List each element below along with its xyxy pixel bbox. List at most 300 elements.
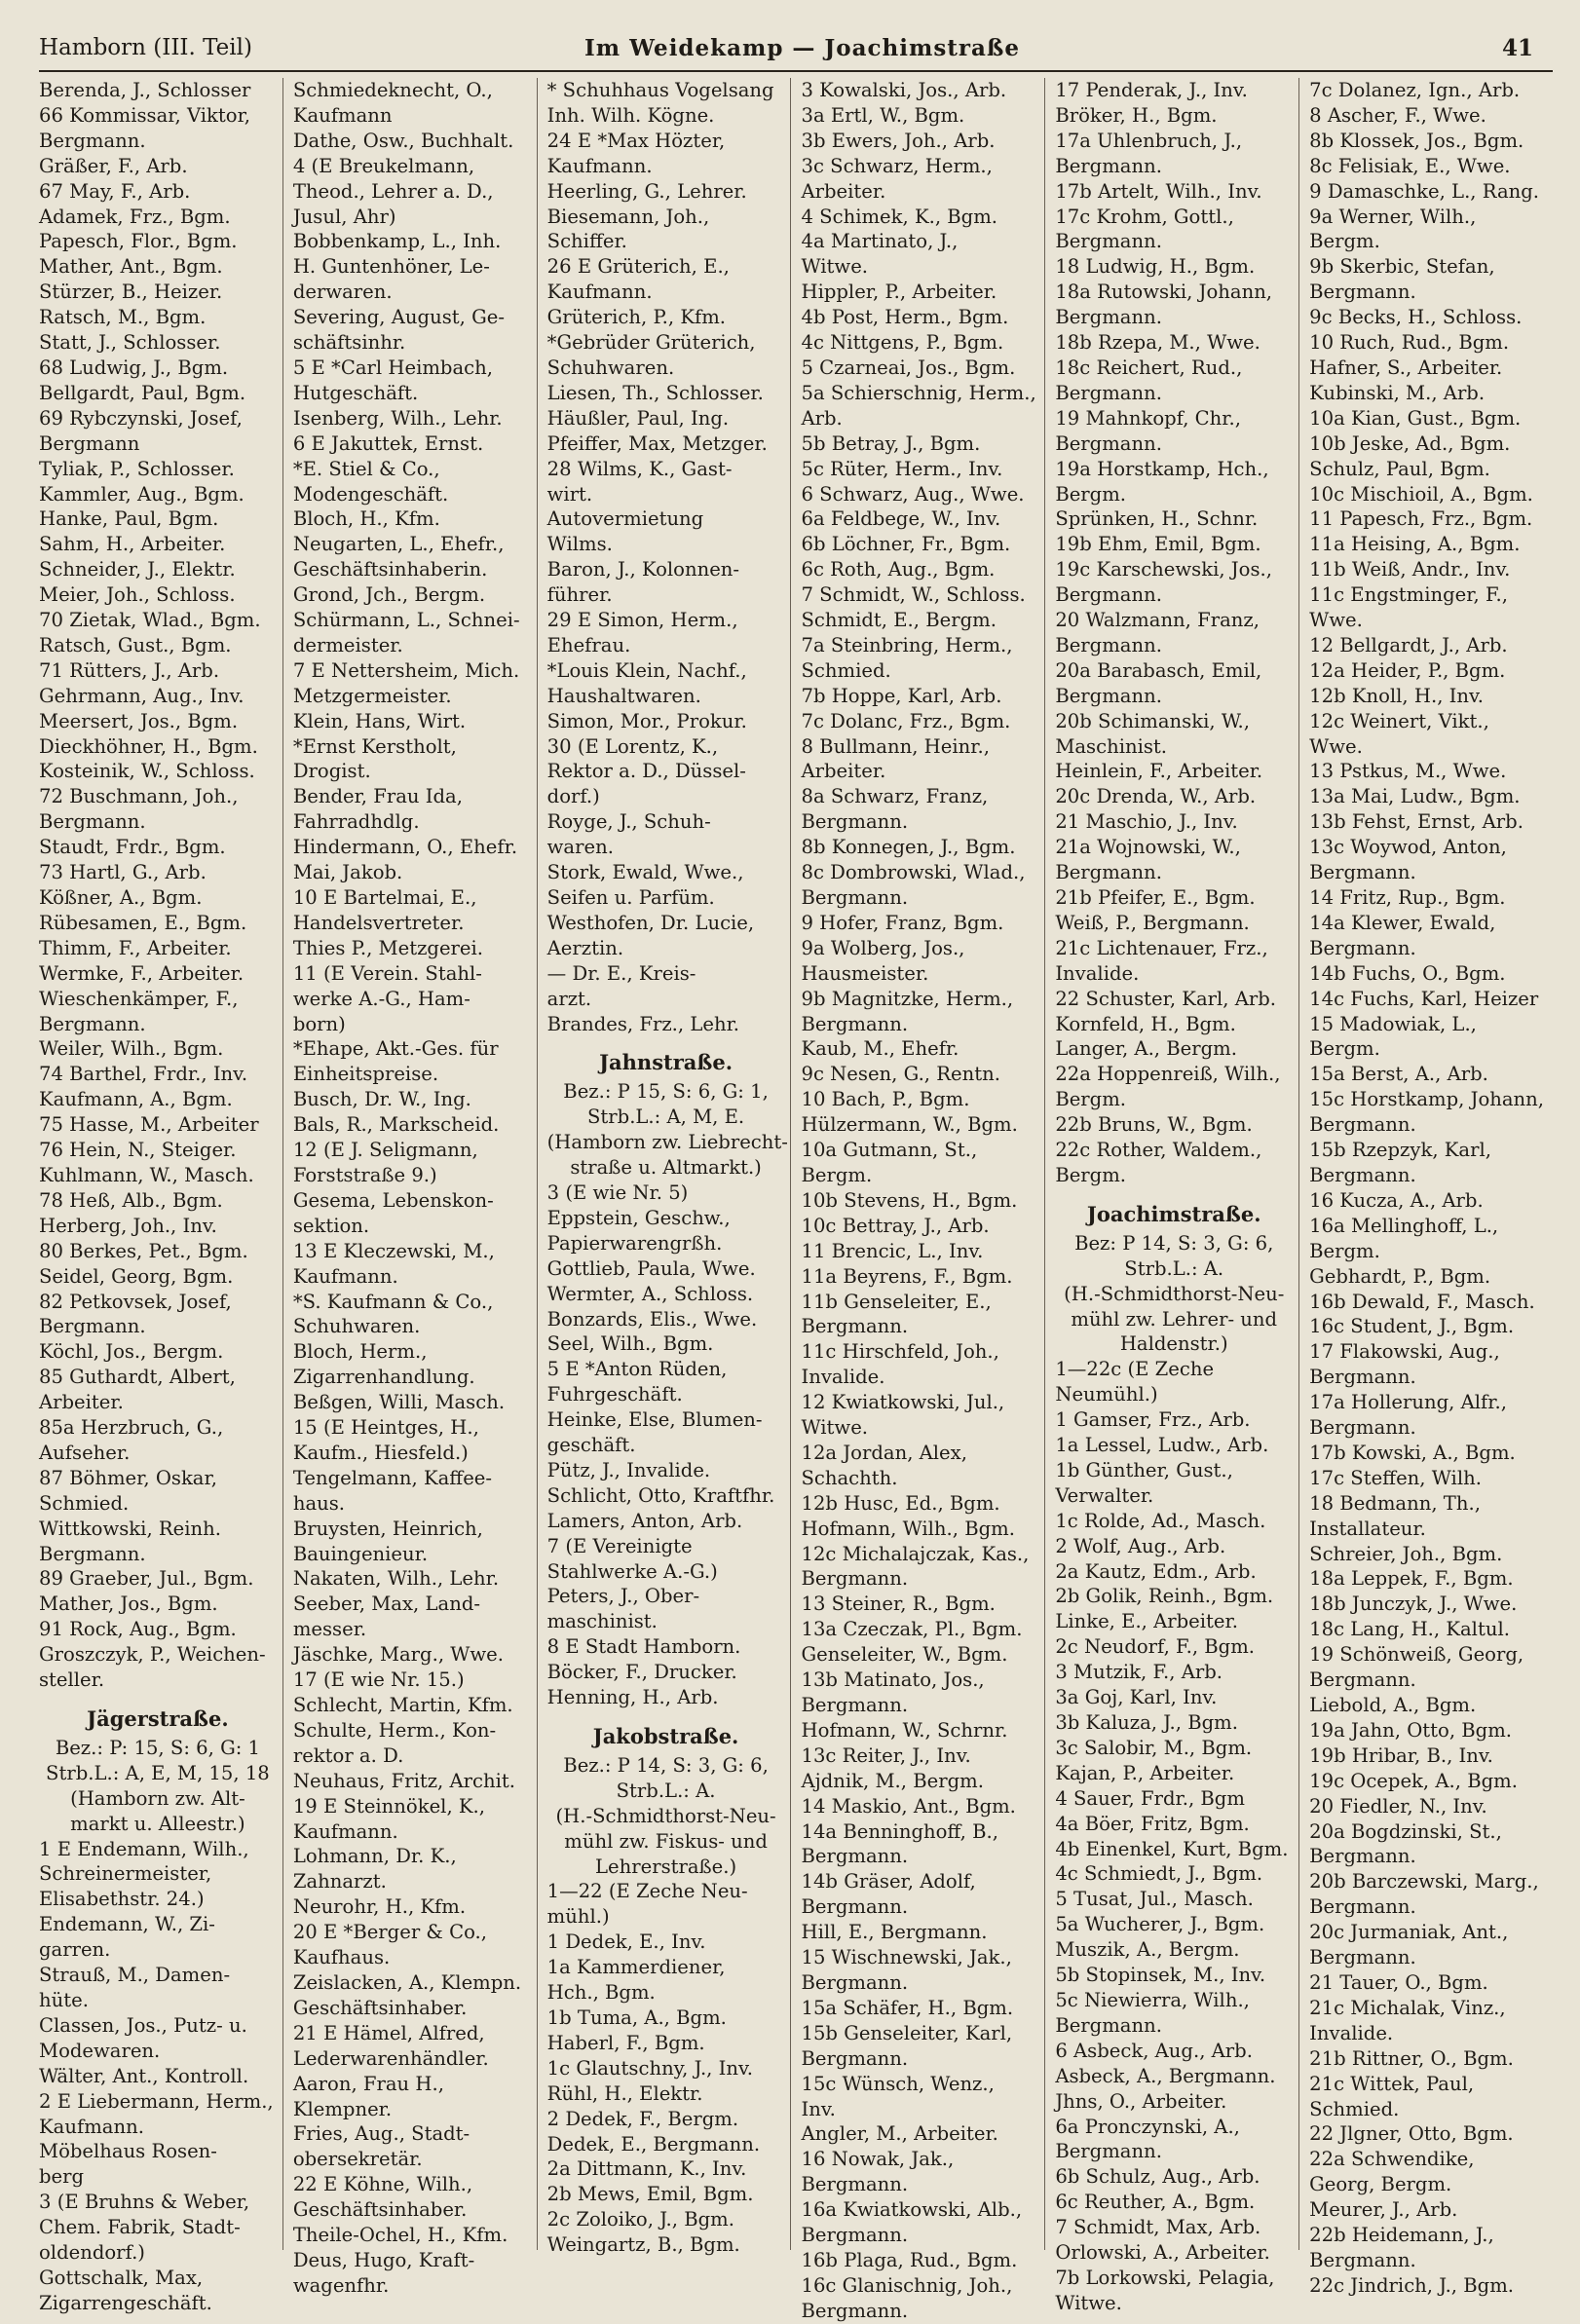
entry-line: 1b Tuma, A., Bgm. xyxy=(546,2005,727,2029)
entry-line: Berenda, J., Schlosser xyxy=(39,79,251,101)
entry-line: *E. Stiel & Co., xyxy=(292,457,440,480)
entry-line: Zeislacken, A., Klempn. xyxy=(292,1970,522,1994)
entry-line: 18b Junczyk, J., Wwe. xyxy=(1309,1593,1518,1616)
entry-line: Drogist. xyxy=(292,760,371,783)
entry-line: 17 Penderak, J., Inv. xyxy=(1055,79,1248,101)
entry-line: 19c Ocepek, A., Bgm. xyxy=(1309,1769,1518,1792)
entry-line: 18 Bedmann, Th., xyxy=(1309,1491,1481,1515)
entry-line: *S. Kaufmann & Co., xyxy=(292,1290,494,1313)
entry-line: berg xyxy=(39,2165,85,2189)
street-info: (H.-Schmidthorst-Neu- xyxy=(555,1804,776,1827)
entry-line: Verwalter. xyxy=(1055,1483,1154,1507)
entry-line: Bergmann. xyxy=(1309,1163,1416,1186)
entry-line: Zahnarzt. xyxy=(292,1870,387,1893)
entry-line: Bergm. xyxy=(1055,482,1127,506)
entry-line: 4c Schmiedt, J., Bgm. xyxy=(1055,1862,1263,1886)
page-header xyxy=(39,31,1553,72)
entry-line: Schneider, J., Elektr. xyxy=(39,558,236,581)
entry-line: 3b Kaluza, J., Bgm. xyxy=(1055,1711,1238,1734)
entry-line: 85 Guthardt, Albert, xyxy=(39,1366,236,1389)
entry-line: 16 Nowak, Jak., xyxy=(801,2148,955,2171)
entry-line: Kaufmann. xyxy=(39,2115,144,2138)
entry-line: 11 (E Verein. Stahl- xyxy=(292,961,482,985)
entry-line: Wwe. xyxy=(1309,734,1363,758)
entry-line: 20b Schimanski, W., xyxy=(1055,709,1250,732)
entry-line: born) xyxy=(292,1012,346,1035)
entry-line: 11c Hirschfeld, Joh., xyxy=(801,1340,999,1364)
entry-line: Hch., Bgm. xyxy=(546,1981,656,2005)
entry-line: 7 (E Vereinigte xyxy=(546,1534,693,1557)
entry-line: Theod., Lehrer a. D., xyxy=(292,179,494,203)
entry-line: 82 Petkovsek, Josef, xyxy=(39,1290,232,1313)
entry-line: Stürzer, B., Heizer. xyxy=(39,281,223,304)
entry-line: Wwe. xyxy=(1309,609,1363,632)
entry-line: 1a Kammerdiener, xyxy=(546,1956,726,1979)
entry-line: garren. xyxy=(39,1938,111,1962)
entry-line: Häußler, Paul, Ing. xyxy=(546,406,730,430)
entry-line: 12 Kwiatkowski, Jul., xyxy=(801,1391,1005,1414)
entry-line: Schmiedeknecht, O., xyxy=(292,79,493,101)
column-1 xyxy=(39,78,283,2314)
entry-line: 15 (E Heintges, H., xyxy=(292,1416,479,1440)
entry-line: Schürmann, L., Schnei- xyxy=(292,609,520,632)
entry-line: 3b Ewers, Joh., Arb. xyxy=(801,129,996,152)
street-info: Strb.L.: A. xyxy=(616,1779,716,1802)
entry-line: Schuhwaren. xyxy=(292,1315,421,1338)
entry-line: 12 Bellgardt, J., Arb. xyxy=(1309,633,1508,656)
entry-line: *Gebrüder Grüterich, xyxy=(546,331,756,355)
entry-line: 20a Barabasch, Emil, xyxy=(1055,658,1262,682)
entry-line: Invalide. xyxy=(801,1366,885,1389)
entry-line: Langer, A., Bergm. xyxy=(1055,1037,1237,1061)
entry-line: 11 Brencic, L., Inv. xyxy=(801,1239,984,1262)
entry-line: Hanke, Paul, Bgm. xyxy=(39,507,219,531)
street-info: Bez.: P: 15, S: 6, G: 1 xyxy=(55,1736,261,1759)
entry-line: Bergmann. xyxy=(801,1845,909,1868)
entry-line: Bergmann. xyxy=(1309,1113,1416,1137)
entry-line: Jusul, Ahr) xyxy=(292,205,396,228)
entry-line: führer. xyxy=(546,583,613,607)
entry-line: 4b Post, Herm., Bgm. xyxy=(801,306,1009,329)
entry-line: Hindermann, O., Ehefr. xyxy=(292,836,518,859)
entry-line: Grond, Jch., Bergm. xyxy=(292,583,486,607)
entry-line: rektor a. D. xyxy=(292,1743,404,1767)
entry-line: Heinlein, F., Arbeiter. xyxy=(1055,760,1263,783)
entry-line: 15a Schäfer, H., Bgm. xyxy=(801,1996,1014,2019)
entry-line: 26 E Grüterich, E., xyxy=(546,255,730,279)
entry-line: 22a Schwendike, xyxy=(1309,2148,1475,2171)
entry-line: Ehefrau. xyxy=(546,633,631,656)
entry-line: 11a Heising, A., Bgm. xyxy=(1309,533,1521,556)
entry-line: 3 (E wie Nr. 5) xyxy=(546,1181,689,1204)
column-5 xyxy=(1055,78,1299,2314)
entry-line: Einheitspreise. xyxy=(292,1063,439,1086)
entry-line: 2a Dittmann, K., Inv. xyxy=(546,2157,747,2181)
entry-line: 17c Steffen, Wilh. xyxy=(1309,1466,1482,1489)
column-4 xyxy=(801,78,1045,2322)
entry-line: 67 May, F., Arb. xyxy=(39,179,191,203)
entry-line: Bloch, H., Kfm. xyxy=(292,507,440,531)
entry-line: 2 Dedek, F., Bergm. xyxy=(546,2107,739,2130)
entry-line: Groszczyk, P., Weichen- xyxy=(39,1643,266,1667)
entry-line: Liebold, A., Bgm. xyxy=(1309,1694,1477,1716)
entry-line: 15 Madowiak, L., xyxy=(1309,1012,1477,1035)
entry-line: Fuhrgeschäft. xyxy=(546,1383,683,1406)
page-number: 41 xyxy=(1501,35,1533,61)
entry-line: 1—22 (E Zeche Neu- xyxy=(546,1880,748,1903)
entry-line: H. Guntenhöner, Le- xyxy=(292,255,490,279)
entry-line: 2a Kautz, Edm., Arb. xyxy=(1055,1559,1257,1583)
entry-line: 3a Goj, Karl, Inv. xyxy=(1055,1686,1218,1709)
entry-line: 5 Czarneai, Jos., Bgm. xyxy=(801,356,1016,379)
entry-line: 13c Woywod, Anton, xyxy=(1309,836,1507,859)
entry-line: 8a Schwarz, Franz, xyxy=(801,785,989,808)
entry-line: hüte. xyxy=(39,1988,89,2011)
entry-line: 20 Fiedler, N., Inv. xyxy=(1309,1794,1487,1818)
entry-line: 20b Barczewski, Marg., xyxy=(1309,1870,1539,1893)
entry-line: Geschäftsinhaber. xyxy=(292,2198,468,2222)
entry-line: Stork, Ewald, Wwe., xyxy=(546,861,744,884)
entry-line: 7c Dolanez, Ign., Arb. xyxy=(1309,79,1521,101)
entry-line: 10 Ruch, Rud., Bgm. xyxy=(1309,331,1510,355)
entry-line: 22b Heidemann, J., xyxy=(1309,2224,1494,2247)
entry-line: 66 Kommissar, Viktor, xyxy=(39,103,251,127)
entry-line: Bergm. xyxy=(1309,1239,1380,1262)
entry-line: Bergmann. xyxy=(39,1542,146,1565)
entry-line: Kößner, A., Bgm. xyxy=(39,886,203,909)
entry-line: Bergmann. xyxy=(1055,583,1162,607)
street-heading: Joachimstraße. xyxy=(1086,1201,1261,1226)
entry-line: derwaren. xyxy=(292,281,393,304)
entry-line: 11c Engstminger, F., xyxy=(1309,583,1508,607)
entry-line: 14a Klewer, Ewald, xyxy=(1309,911,1496,934)
entry-line: 18c Lang, H., Kaltul. xyxy=(1309,1618,1510,1641)
entry-line: Schreier, Joh., Bgm. xyxy=(1309,1542,1503,1565)
entry-line: Westhofen, Dr. Lucie, xyxy=(546,911,755,934)
entry-line: Haushaltwaren. xyxy=(546,684,701,707)
entry-line: Schmidt, E., Bergm. xyxy=(801,609,997,632)
entry-line: 6b Löchner, Fr., Bgm. xyxy=(801,533,1011,556)
entry-line: Bergmann. xyxy=(1309,1366,1416,1389)
entry-line: Maschinist. xyxy=(1055,734,1168,758)
entry-line: Bergmann. xyxy=(1309,2248,1416,2271)
entry-line: Fries, Aug., Stadt- xyxy=(292,2122,470,2146)
entry-line: Neumühl.) xyxy=(1055,1383,1158,1406)
entry-line: Gesema, Lebenskon- xyxy=(292,1188,494,1212)
entry-line: Kaufhaus. xyxy=(292,1946,391,1969)
entry-line: Bergmann. xyxy=(1055,431,1162,455)
entry-line: Hutgeschäft. xyxy=(292,381,419,404)
entry-line: 70 Zietak, Wlad., Bgm. xyxy=(39,609,261,632)
entry-line: 21c Wittek, Paul, xyxy=(1309,2072,1475,2095)
entry-line: Wittkowski, Reinh. xyxy=(39,1517,221,1540)
entry-line: 13 E Kleczewski, M., xyxy=(292,1239,495,1262)
entry-line: 4 Schimek, K., Bgm. xyxy=(801,205,998,228)
entry-line: 3 Mutzik, F., Arb. xyxy=(1055,1661,1223,1684)
entry-line: Ratsch, Gust., Bgm. xyxy=(39,633,232,656)
entry-line: Arb. xyxy=(801,406,843,430)
entry-line: Seidel, Georg, Bgm. xyxy=(39,1264,234,1288)
header-left: Hamborn (III. Teil) xyxy=(39,35,252,60)
entry-line: 1b Günther, Gust., xyxy=(1055,1458,1233,1481)
entry-line: 4a Böer, Fritz, Bgm. xyxy=(1055,1812,1250,1835)
entry-line: Bergmann. xyxy=(801,1567,909,1591)
entry-line: Bergmann. xyxy=(801,1895,909,1919)
entry-line: 9c Nesen, G., Rentn. xyxy=(801,1063,1000,1086)
entry-line: messer. xyxy=(292,1618,367,1641)
entry-line: Thimm, F., Arbeiter. xyxy=(39,936,232,959)
entry-line: 1c Glautschny, J., Inv. xyxy=(546,2056,753,2080)
entry-line: Bergmann xyxy=(39,431,140,455)
entry-line: 9 Damaschke, L., Rang. xyxy=(1309,179,1540,203)
entry-line: Classen, Jos., Putz- u. xyxy=(39,2013,247,2037)
entry-line: Böcker, F., Drucker. xyxy=(546,1661,737,1684)
entry-line: 3 (E Bruhns & Weber, xyxy=(39,2191,250,2214)
entry-line: Möbelhaus Rosen- xyxy=(39,2140,217,2163)
entry-line: Seifen u. Parfüm. xyxy=(546,886,715,909)
entry-line: 5c Niewierra, Wilh., xyxy=(1055,1988,1250,2011)
street-info: markt u. Alleestr.) xyxy=(70,1812,245,1835)
entry-line: 18a Leppek, F., Bgm. xyxy=(1309,1567,1514,1591)
entry-line: 1 Dedek, E., Inv. xyxy=(546,1930,706,1954)
entry-line: 69 Rybczynski, Josef, xyxy=(39,406,243,430)
entry-line: Severing, August, Ge- xyxy=(292,306,505,329)
entry-line: 22c Jindrich, J., Bgm. xyxy=(1309,2273,1515,2297)
entry-line: Bobbenkamp, L., Inh. xyxy=(292,230,502,253)
entry-line: Bergmann. xyxy=(1309,1668,1416,1692)
entry-line: 8b Klossek, Jos., Bgm. xyxy=(1309,129,1524,152)
entry-line: 3 Kowalski, Jos., Arb. xyxy=(801,79,1007,101)
entry-line: Meurer, J., Arb. xyxy=(1309,2198,1458,2222)
entry-line: 78 Heß, Alb., Bgm. xyxy=(39,1188,223,1212)
entry-line: 16c Student, J., Bgm. xyxy=(1309,1315,1515,1338)
entry-line: 74 Barthel, Frdr., Inv. xyxy=(39,1063,248,1086)
entry-line: Gottschalk, Max, xyxy=(39,2266,204,2289)
entry-line: Klempner. xyxy=(292,2097,393,2120)
entry-line: Ajdnik, M., Bergm. xyxy=(801,1769,984,1792)
entry-line: Bergmann. xyxy=(1055,154,1162,177)
entry-line: 18 Ludwig, H., Bgm. xyxy=(1055,255,1256,279)
entry-line: 17a Uhlenbruch, J., xyxy=(1055,129,1243,152)
entry-line: 13b Fehst, Ernst, Arb. xyxy=(1309,810,1524,834)
entry-line: Bergmann. xyxy=(801,2173,909,2196)
entry-line: 12c Michalajczak, Kas., xyxy=(801,1542,1030,1565)
entry-line: Gräßer, F., Arb. xyxy=(39,154,188,177)
entry-line: Aufseher. xyxy=(39,1441,131,1464)
entry-line: Arbeiter. xyxy=(39,1391,124,1414)
entry-line: Inh. Wilh. Kögne. xyxy=(546,103,715,127)
entry-line: 7a Steinbring, Herm., xyxy=(801,633,1013,656)
entry-line: 6 Schwarz, Aug., Wwe. xyxy=(801,482,1025,506)
entry-line: Weingartz, B., Bgm. xyxy=(546,2233,740,2257)
street-info: Strb.L.: A, M, E. xyxy=(586,1106,745,1129)
entry-line: 29 E Simon, Herm., xyxy=(546,609,738,632)
entry-line: Zigarrengeschäft. xyxy=(39,2291,212,2314)
entry-line: Schuhwaren. xyxy=(546,356,675,379)
entry-line: 75 Hasse, M., Arbeiter xyxy=(39,1113,259,1137)
entry-line: 72 Buschmann, Joh., xyxy=(39,785,239,808)
entry-line: 19 Schönweiß, Georg, xyxy=(1309,1643,1524,1667)
entry-line: 14 Fritz, Rup., Bgm. xyxy=(1309,886,1506,909)
entry-line: 6c Roth, Aug., Bgm. xyxy=(801,558,996,581)
entry-line: Staudt, Frdr., Bgm. xyxy=(39,836,226,859)
entry-line: Ratsch, M., Bgm. xyxy=(39,306,207,329)
column-6 xyxy=(1309,78,1553,2297)
entry-line: Hausmeister. xyxy=(801,961,929,985)
entry-line: 17b Kowski, A., Bgm. xyxy=(1309,1441,1516,1464)
entry-line: Kaufmann. xyxy=(546,281,653,304)
entry-line: 22a Hoppenreiß, Wilh., xyxy=(1055,1063,1281,1086)
entry-line: 16b Dewald, F., Masch. xyxy=(1309,1290,1535,1313)
entry-line: Kaufmann xyxy=(292,103,393,127)
entry-line: 12b Husc, Ed., Bgm. xyxy=(801,1491,1000,1515)
entry-line: Asbeck, A., Bergmann. xyxy=(1055,2064,1276,2087)
entry-line: Adamek, Frz., Bgm. xyxy=(39,205,231,228)
street-info: Bez.: P 14, S: 3, G: 6, xyxy=(563,1753,769,1777)
entry-line: Mather, Ant., Bgm. xyxy=(39,255,223,279)
entry-line: — Dr. E., Kreis- xyxy=(546,961,696,985)
entry-line: Kaufmann, A., Bgm. xyxy=(39,1088,233,1111)
entry-line: 21b Pfeifer, E., Bgm. xyxy=(1055,886,1256,909)
entry-line: Bergmann. xyxy=(1309,1845,1416,1868)
entry-line: 16 Kucza, A., Arb. xyxy=(1309,1188,1484,1212)
entry-line: Kosteinik, W., Schloss. xyxy=(39,760,255,783)
entry-line: 8b Konnegen, J., Bgm. xyxy=(801,836,1016,859)
street-info: (Hamborn zw. Liebrecht- xyxy=(546,1131,788,1154)
entry-line: 13 Pstkus, M., Wwe. xyxy=(1309,760,1507,783)
entry-line: Schmied. xyxy=(1309,2097,1400,2120)
entry-line: 11 Papesch, Frz., Bgm. xyxy=(1309,507,1533,531)
entry-line: Autovermietung xyxy=(546,507,704,531)
entry-line: 6a Pronczynski, A., xyxy=(1055,2115,1240,2138)
entry-line: 91 Rock, Aug., Bgm. xyxy=(39,1618,237,1641)
entry-line: 19b Ehm, Emil, Bgm. xyxy=(1055,533,1261,556)
entry-line: 8c Dombrowski, Wlad., xyxy=(801,861,1026,884)
entry-line: Kubinski, M., Arb. xyxy=(1309,381,1486,404)
entry-line: Schlicht, Otto, Kraftfhr. xyxy=(546,1483,775,1507)
entry-line: 15b Rzepzyk, Karl, xyxy=(1309,1139,1491,1162)
entry-line: 4c Nittgens, P., Bgm. xyxy=(801,331,1004,355)
entry-line: Kaub, M., Ehefr. xyxy=(801,1037,959,1061)
entry-line: Kaufmann. xyxy=(292,1264,398,1288)
entry-line: 19b Hribar, B., Inv. xyxy=(1309,1743,1493,1767)
entry-line: Bergmann. xyxy=(1055,684,1162,707)
entry-line: 5a Schierschnig, Herm., xyxy=(801,381,1036,404)
street-info: mühl zw. Lehrer- und xyxy=(1071,1307,1278,1331)
entry-line: 19 Mahnkopf, Chr., xyxy=(1055,406,1241,430)
entry-line: *Ernst Kerstholt, xyxy=(292,734,457,758)
entry-line: Bergmann. xyxy=(1055,633,1162,656)
entry-line: Brandes, Frz., Lehr. xyxy=(546,1012,740,1035)
entry-line: Schlecht, Martin, Kfm. xyxy=(292,1694,513,1716)
entry-line: Bergm. xyxy=(1055,1088,1127,1111)
entry-line: 10 Bach, P., Bgm. xyxy=(801,1088,970,1111)
entry-line: Kornfeld, H., Bgm. xyxy=(1055,1012,1236,1035)
street-info: Haldenstr.) xyxy=(1119,1332,1228,1356)
entry-line: Bergmann. xyxy=(801,810,909,834)
entry-line: 1—22c (E Zeche xyxy=(1055,1358,1215,1381)
entry-line: 10a Gutmann, St., xyxy=(801,1139,978,1162)
entry-line: Nakaten, Wilh., Lehr. xyxy=(292,1567,500,1591)
entry-line: Bergmann. xyxy=(801,1694,909,1716)
entry-line: Bergmann. xyxy=(39,129,146,152)
entry-line: 5 E *Anton Rüden, xyxy=(546,1358,728,1381)
entry-line: 87 Böhmer, Oskar, xyxy=(39,1466,217,1489)
entry-line: 16c Glanischnig, Joh., xyxy=(801,2273,1013,2297)
entry-line: Kaufmann. xyxy=(292,1819,398,1843)
entry-line: 12b Knoll, H., Inv. xyxy=(1309,684,1484,707)
entry-line: schäftsinhr. xyxy=(292,331,406,355)
entry-line: Hippler, P., Arbeiter. xyxy=(801,281,997,304)
entry-line: 17 (E wie Nr. 15.) xyxy=(292,1668,465,1692)
entry-line: 28 Wilms, K., Gast- xyxy=(546,457,733,480)
entry-line: 10c Mischioil, A., Bgm. xyxy=(1309,482,1533,506)
entry-line: 9c Becks, H., Schloss. xyxy=(1309,306,1523,329)
entry-line: Hafner, S., Arbeiter. xyxy=(1309,356,1503,379)
entry-line: *Louis Klein, Nachf., xyxy=(546,658,747,682)
entry-line: Weiß, P., Bergmann. xyxy=(1055,911,1250,934)
street-info: Bez.: P 15, S: 6, G: 1, xyxy=(563,1080,769,1104)
entry-line: 18b Rzepa, M., Wwe. xyxy=(1055,331,1260,355)
entry-line: 6a Feldbege, W., Inv. xyxy=(801,507,1001,531)
entry-line: 22 Schuster, Karl, Arb. xyxy=(1055,987,1276,1010)
entry-line: Invalide. xyxy=(1309,2021,1394,2044)
entry-line: Aerztin. xyxy=(546,936,624,959)
entry-line: Lamers, Anton, Arb. xyxy=(546,1509,743,1532)
entry-line: Dathe, Osw., Buchhalt. xyxy=(292,129,514,152)
entry-line: 3c Schwarz, Herm., xyxy=(801,154,993,177)
entry-line: Seel, Wilh., Bgm. xyxy=(546,1332,714,1356)
entry-line: Haberl, F., Bgm. xyxy=(546,2031,705,2054)
entry-line: Zigarrenhandlung. xyxy=(292,1366,475,1389)
entry-line: Bergmann. xyxy=(1055,861,1162,884)
entry-line: Bergm. xyxy=(801,1163,873,1186)
entry-line: 21a Wojnowski, W., xyxy=(1055,836,1241,859)
entry-line: 13 Steiner, R., Bgm. xyxy=(801,1593,996,1616)
entry-line: Handelsvertreter. xyxy=(292,911,465,934)
entry-line: 2b Golik, Reinh., Bgm. xyxy=(1055,1585,1274,1608)
street-info: Lehrerstraße.) xyxy=(595,1855,737,1878)
entry-line: Deus, Hugo, Kraft- xyxy=(292,2248,475,2271)
entry-line: 14c Fuchs, Karl, Heizer xyxy=(1309,987,1539,1010)
entry-line: Klein, Hans, Wirt. xyxy=(292,709,467,732)
entry-line: Linke, E., Arbeiter. xyxy=(1055,1610,1238,1633)
entry-line: wirt. xyxy=(546,482,593,506)
entry-line: 17a Hollerung, Alfr., xyxy=(1309,1391,1507,1414)
entry-line: Meier, Joh., Schloss. xyxy=(39,583,236,607)
entry-line: Schulz, Paul, Bgm. xyxy=(1309,457,1490,480)
entry-line: Bergmann. xyxy=(39,1012,146,1035)
entry-line: 1 Gamser, Frz., Arb. xyxy=(1055,1408,1251,1432)
entry-line: Kammler, Aug., Bgm. xyxy=(39,482,245,506)
entry-line: 73 Hartl, G., Arb. xyxy=(39,861,207,884)
entry-line: 7b Hoppe, Karl, Arb. xyxy=(801,684,1002,707)
entry-line: 22 E Köhne, Wilh., xyxy=(292,2173,473,2196)
entry-line: 16b Plaga, Rud., Bgm. xyxy=(801,2248,1018,2271)
entry-line: 2b Mews, Emil, Bgm. xyxy=(546,2183,754,2206)
entry-line: Meersert, Jos., Bgm. xyxy=(39,709,239,732)
entry-line: Thies P., Metzgerei. xyxy=(292,936,484,959)
entry-line: Kaufm., Hiesfeld.) xyxy=(292,1441,469,1464)
street-info: Strb.L.: A, E, M, 15, 18 xyxy=(46,1761,270,1784)
entry-line: Schmied. xyxy=(39,1491,130,1515)
entry-line: obersekretär. xyxy=(292,2148,423,2171)
entry-line: 12a Heider, P., Bgm. xyxy=(1309,658,1506,682)
entry-line: Bergmann. xyxy=(1055,2140,1162,2163)
entry-line: 9a Wolberg, Jos., xyxy=(801,936,965,959)
entry-line: 21b Rittner, O., Bgm. xyxy=(1309,2046,1514,2070)
entry-line: Herberg, Joh., Inv. xyxy=(39,1214,217,1237)
